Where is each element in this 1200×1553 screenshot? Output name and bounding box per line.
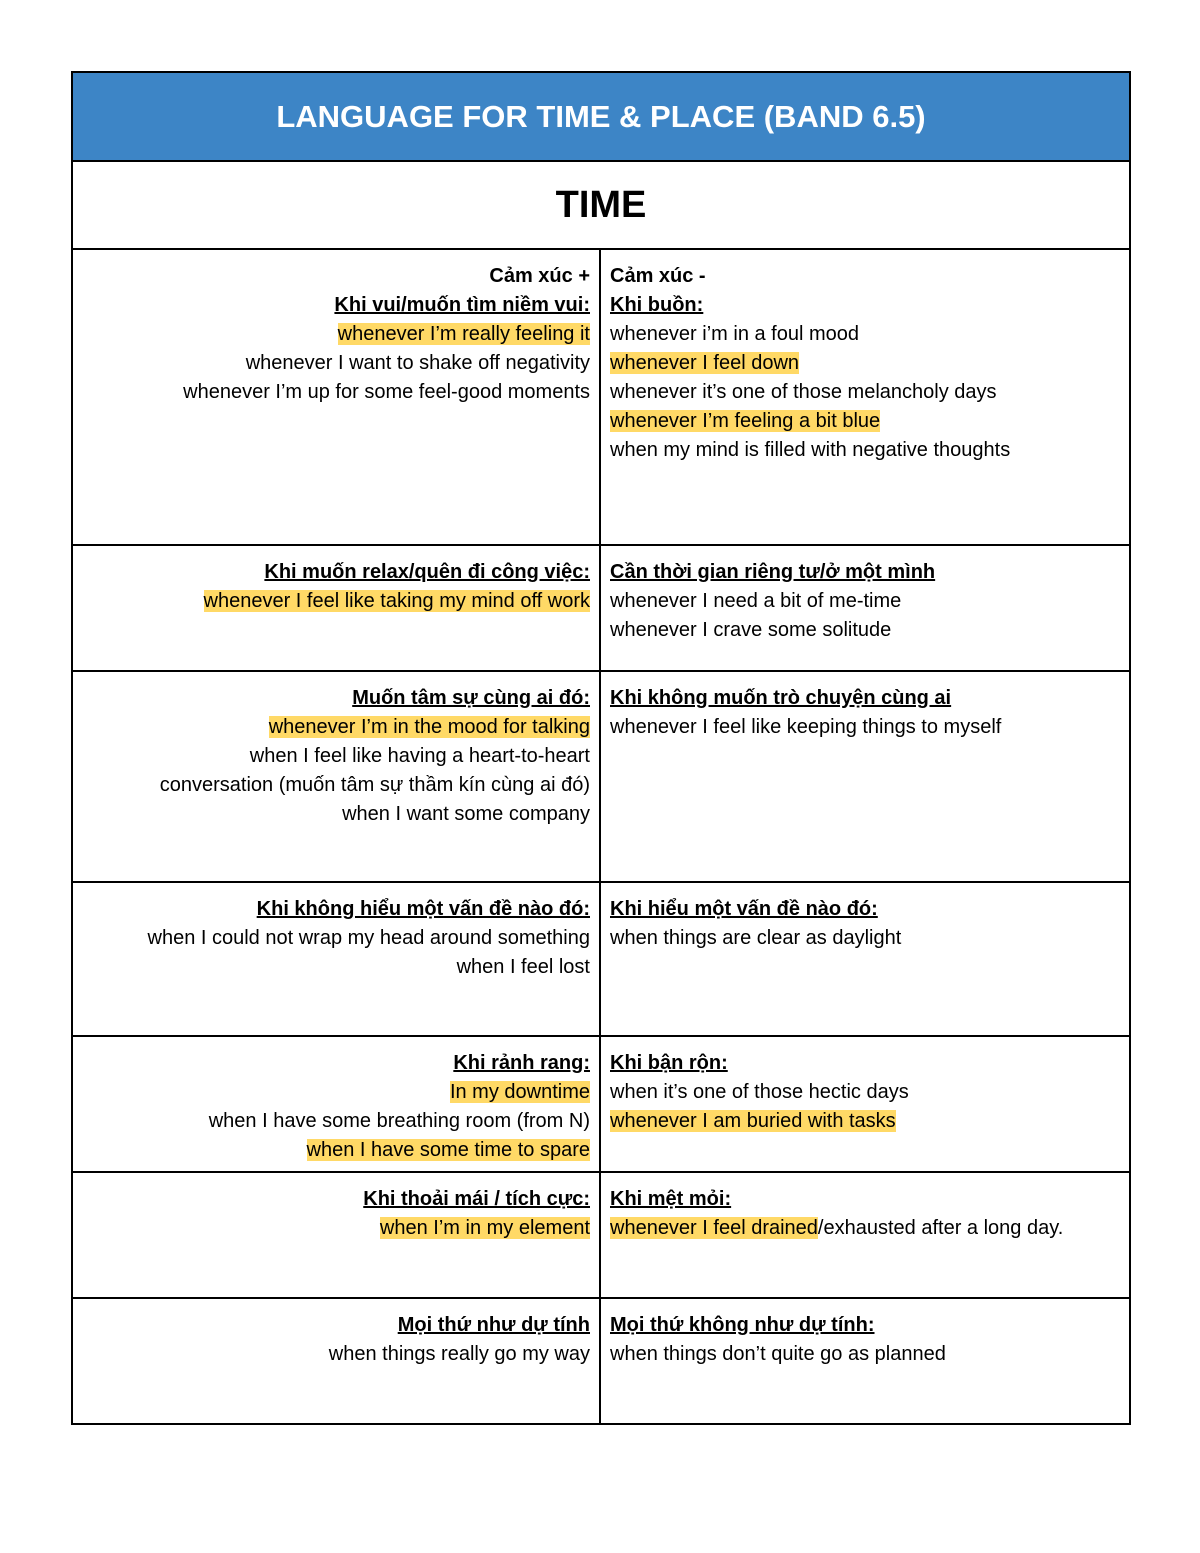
phrase: whenever I’m up for some feel-good moments (183, 381, 590, 403)
cell-heading: Mọi thứ như dự tính (397, 1314, 590, 1336)
emotion-label: Cảm xúc - (610, 265, 706, 287)
phrase: when my mind is filled with negative thoughts (610, 439, 1011, 461)
phrase-line (610, 1078, 1120, 1107)
phrase-line (82, 1136, 590, 1165)
phrase: when I have some breathing room (from N) (208, 1110, 590, 1132)
cell-heading: Muốn tâm sự cùng ai đó: (352, 687, 590, 709)
time-place-table (71, 71, 1131, 1425)
phrase: whenever I want to shake off negativity (245, 352, 590, 374)
phrase-line (610, 378, 1120, 407)
phrase: when things really go my way (328, 1343, 590, 1365)
phrase: when things are clear as daylight (610, 927, 902, 949)
left-cell (73, 1037, 601, 1171)
right-cell (601, 1299, 1129, 1423)
phrase: when things don’t quite go as planned (610, 1343, 946, 1365)
phrase-line (82, 320, 590, 349)
phrase: whenever it’s one of those melancholy days (610, 381, 997, 403)
cell-heading: Khi bận rộn: (610, 1052, 728, 1074)
phrase-line (82, 771, 590, 800)
cell-heading: Khi mệt mỏi: (610, 1188, 732, 1210)
table-body (73, 250, 1129, 1423)
phrase: when it’s one of those hectic days (610, 1081, 909, 1103)
table-row (73, 883, 1129, 1037)
table-row (73, 546, 1129, 672)
phrase-line (82, 1340, 590, 1369)
cell-heading: Khi muốn relax/quên đi công việc: (264, 561, 590, 583)
right-cell (601, 672, 1129, 881)
phrase-line (82, 1214, 590, 1243)
highlighted-phrase: when I have some time to spare (306, 1139, 590, 1161)
title-banner (73, 73, 1129, 162)
cell-heading: Khi vui/muốn tìm niềm vui: (334, 294, 590, 316)
left-cell (73, 250, 601, 544)
right-cell (601, 883, 1129, 1035)
phrase-line (610, 616, 1120, 645)
right-cell (601, 546, 1129, 670)
highlighted-phrase: when I’m in my element (379, 1217, 590, 1239)
highlighted-phrase: whenever I feel down (610, 352, 800, 374)
cell-heading: Khi thoải mái / tích cực: (363, 1188, 590, 1210)
phrase: conversation (muốn tâm sự thầm kín cùng ai đó) (159, 774, 590, 796)
phrase-line (82, 1078, 590, 1107)
section-header (73, 162, 1129, 250)
emotion-label: Cảm xúc + (489, 265, 590, 287)
phrase-line (82, 378, 590, 407)
phrase-line (82, 953, 590, 982)
table-row (73, 672, 1129, 883)
table-row (73, 1037, 1129, 1173)
phrase: when I feel lost (456, 956, 590, 978)
left-cell (73, 883, 601, 1035)
cell-heading: Mọi thứ không như dự tính: (610, 1314, 875, 1336)
phrase-line (82, 713, 590, 742)
phrase: whenever I need a bit of me-time (610, 590, 902, 612)
phrase: whenever i’m in a foul mood (610, 323, 860, 345)
cell-heading: Khi không muốn trò chuyện cùng ai (610, 687, 952, 709)
section-title: TIME (555, 183, 647, 226)
phrase: when I could not wrap my head around something (147, 927, 590, 949)
cell-heading: Khi rảnh rang: (453, 1052, 590, 1074)
table-row (73, 250, 1129, 546)
phrase-line (610, 1340, 1120, 1369)
table-row (73, 1173, 1129, 1299)
phrase-line (82, 349, 590, 378)
phrase: when I feel like having a heart-to-heart (249, 745, 590, 767)
phrase-line (82, 742, 590, 771)
phrase-line (610, 1107, 1120, 1136)
cell-heading: Khi không hiểu một vấn đề nào đó: (256, 898, 590, 920)
cell-heading: Khi hiểu một vấn đề nào đó: (610, 898, 878, 920)
highlighted-phrase: whenever I’m feeling a bit blue (610, 410, 881, 432)
table-row (73, 1299, 1129, 1423)
highlighted-phrase: In my downtime (449, 1081, 590, 1103)
phrase-line (610, 436, 1120, 465)
phrase-line (82, 587, 590, 616)
highlighted-phrase: whenever I feel like taking my mind off work (203, 590, 590, 612)
phrase-line (610, 349, 1120, 378)
phrase-line (610, 587, 1120, 616)
left-cell (73, 546, 601, 670)
cell-heading: Cần thời gian riêng tư/ở một mình (610, 561, 936, 583)
phrase-tail: /exhausted after a long day. (817, 1217, 1064, 1239)
phrase-line (82, 924, 590, 953)
phrase-line (610, 713, 1120, 742)
highlighted-phrase: whenever I’m in the mood for talking (268, 716, 590, 738)
phrase-line (610, 320, 1120, 349)
phrase: when I want some company (342, 803, 590, 825)
phrase: whenever I crave some solitude (610, 619, 892, 641)
right-cell (601, 250, 1129, 544)
left-cell (73, 672, 601, 881)
highlighted-phrase: whenever I am buried with tasks (610, 1110, 896, 1132)
left-cell (73, 1299, 601, 1423)
phrase-line (610, 407, 1120, 436)
phrase-line (82, 1107, 590, 1136)
highlighted-phrase: whenever I’m really feeling it (337, 323, 590, 345)
right-cell (601, 1037, 1129, 1171)
phrase-line (610, 1214, 1120, 1243)
document-title: LANGUAGE FOR TIME & PLACE (BAND 6.5) (276, 98, 926, 134)
right-cell (601, 1173, 1129, 1297)
cell-heading: Khi buồn: (610, 294, 704, 316)
left-cell (73, 1173, 601, 1297)
phrase-line (610, 924, 1120, 953)
phrase-line (82, 800, 590, 829)
highlighted-phrase: whenever I feel drained (610, 1217, 818, 1239)
phrase: whenever I feel like keeping things to myself (610, 716, 1002, 738)
